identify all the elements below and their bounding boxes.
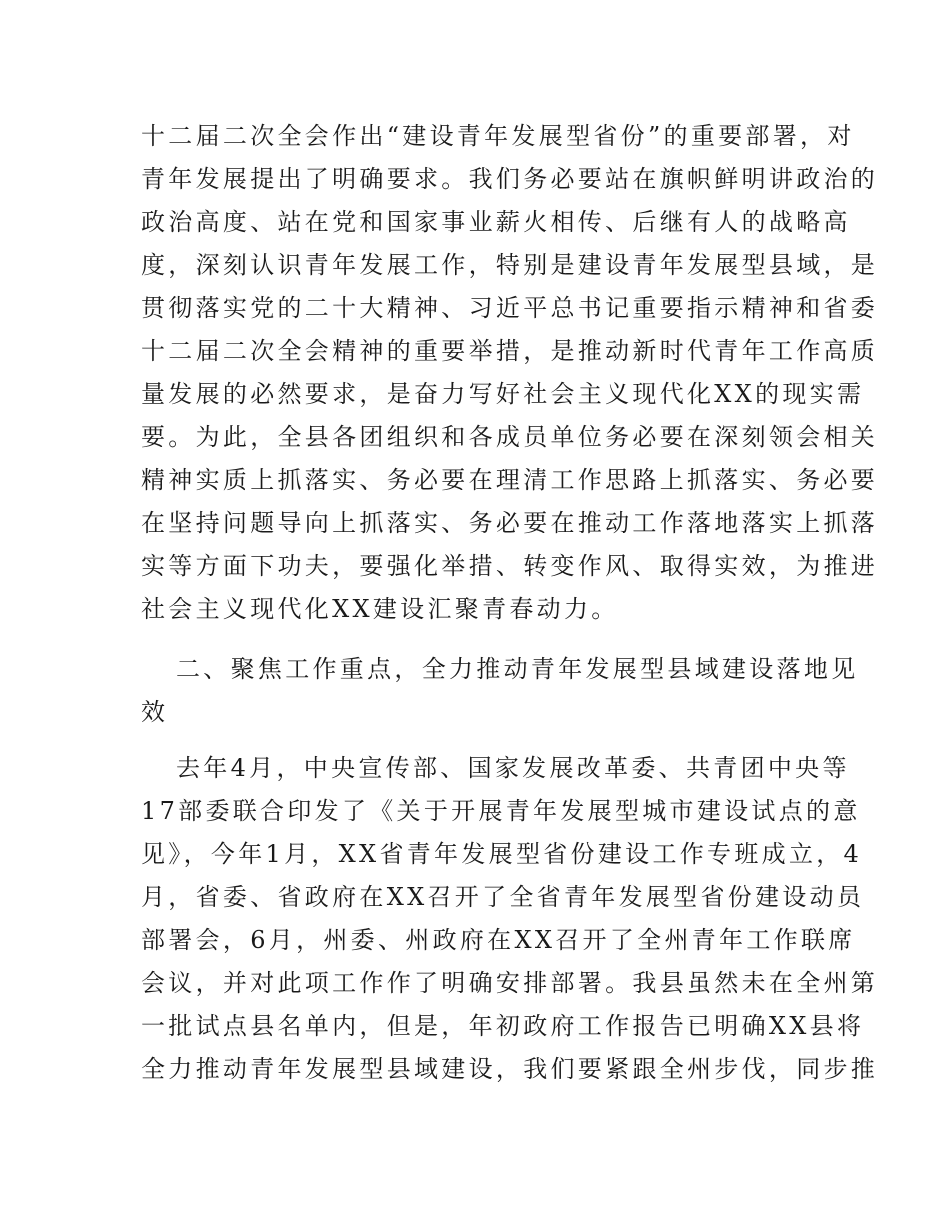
body-text-line: 度，深刻认识青年发展工作，特别是建设青年发展型县域，是: [141, 251, 879, 279]
body-text-line: 见》，今年1月，XX省青年发展型省份建设工作专班成立，4: [141, 840, 863, 868]
body-text-line: 贯彻落实党的二十大精神、习近平总书记重要指示精神和省委: [141, 294, 879, 322]
body-text-line: 社会主义现代化XX建设汇聚青春动力。: [141, 595, 619, 623]
body-text-line: 量发展的必然要求，是奋力写好社会主义现代化XX的现实需: [141, 380, 865, 408]
body-text-line: 全力推动青年发展型县域建设，我们要紧跟全州步伐，同步推: [141, 1055, 879, 1083]
body-text-line: 十二届二次全会精神的重要举措，是推动新时代青年工作高质: [141, 337, 879, 365]
body-text-line: 一批试点县名单内，但是，年初政府工作报告已明确XX县将: [141, 1012, 865, 1040]
body-text-line: 部署会，6月，州委、州政府在XX召开了全州青年工作联席: [141, 926, 856, 954]
body-text-line: 要。为此，全县各团组织和各成员单位务必要在深刻领会相关: [141, 423, 879, 451]
body-text-line: 十二届二次全会作出“建设青年发展型省份”的重要部署，对: [141, 122, 855, 150]
body-text-line: 去年4月，中央宣传部、国家发展改革委、共青团中央等: [176, 754, 850, 782]
body-text-line: 17部委联合印发了《关于开展青年发展型城市建设试点的意: [141, 797, 861, 825]
body-text-line: 实等方面下功夫，要强化举措、转变作风、取得实效，为推进: [141, 552, 879, 580]
body-text-line: 青年发展提出了明确要求。我们务必要站在旗帜鲜明讲政治的: [141, 165, 879, 193]
body-text-line: 会议，并对此项工作作了明确安排部署。我县虽然未在全州第: [141, 969, 879, 997]
section-heading-continued: 效: [141, 698, 169, 726]
section-heading: 二、聚焦工作重点，全力推动青年发展型县域建设落地见: [176, 655, 859, 683]
body-text-line: 在坚持问题导向上抓落实、务必要在推动工作落地落实上抓落: [141, 509, 879, 537]
body-text-line: 月，省委、省政府在XX召开了全省青年发展型省份建设动员: [141, 883, 865, 911]
body-text-line: 精神实质上抓落实、务必要在理清工作思路上抓落实、务必要: [141, 466, 879, 494]
body-text-line: 政治高度、站在党和国家事业薪火相传、后继有人的战略高: [141, 208, 851, 236]
